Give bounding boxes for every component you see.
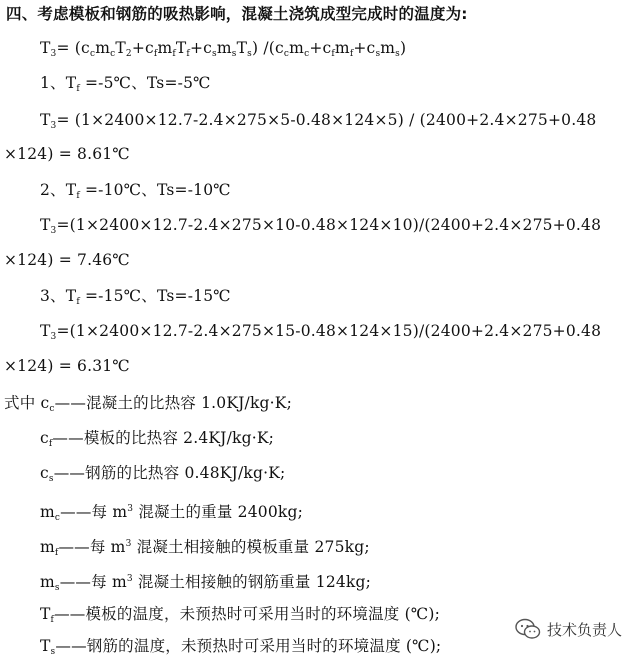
legend-mf: $m_f——$每 $m^3$ 混凝土相接触的模板重量 275kg; xyxy=(40,538,370,558)
case-3-calculation: $T_3=(1\times 2400\times 12.7-2.4\times 275\times 15-0.48\times 124\times 15)/(2400+2.4\times 275+0.48$ xyxy=(40,322,602,342)
case-1-result: ×124) = 8.61℃ xyxy=(4,145,130,163)
general-formula: $T_3= (c_cm_cT_2+c_fm_fT_f+c_sm_sT_s)$ $/(c_cm_c+c_fm_f+c_sm_s)$ xyxy=(40,39,407,59)
legend-ms: $m_s——$每 $m^3$ 混凝土相接触的钢筋重量 124kg; xyxy=(40,573,372,593)
case-2-calculation: $T_3=(1\times 2400\times 12.7-2.4\times 275\times 10-0.48\times 124\times 10)/(2400+2.4\times 275+0.48$ xyxy=(40,216,602,236)
legend-tf: $T_f——$模板的温度，未预热时可采用当时的环境温度 (℃); xyxy=(40,605,441,625)
case-2-title: 2、$T_f$ =-10℃、Ts=-10℃ xyxy=(40,181,231,201)
case-2-result: ×124) = 7.46℃ xyxy=(4,251,130,269)
case-3-result: ×124) = 6.31℃ xyxy=(4,357,130,375)
case-1-title: 1、$T_f$ =-5℃、Ts=-5℃ xyxy=(40,74,211,94)
watermark xyxy=(515,618,622,640)
section-heading: 四、考虑模板和钢筋的吸热影响，混凝土浇筑成型完成时的温度为: xyxy=(6,5,468,23)
legend-cc: 式中 $c_c——$混凝土的比热容 1.0KJ/kg·K; xyxy=(4,394,293,414)
watermark-text: 技术负责人 xyxy=(546,620,622,639)
case-1-calculation: $T_3= (1\times 2400\times 12.7-2.4\times 275\times 5-0.48\times 124\times 5) / (2400+2.4\times 275+0.48$ xyxy=(40,111,597,131)
legend-mc: $m_c——$每 $m^3$ 混凝土的重量 2400kg; xyxy=(40,503,304,523)
legend-ts: $T_s——$钢筋的温度，未预热时可采用当时的环境温度 (℃); xyxy=(40,637,442,657)
legend-cf: $c_f——$模板的比热容 2.4KJ/kg·K; xyxy=(40,429,275,449)
legend-cs: $c_s——$钢筋的比热容 0.48KJ/kg·K; xyxy=(40,464,286,484)
case-3-title: 3、$T_f$ =-15℃、Ts=-15℃ xyxy=(40,287,231,307)
wechat-icon xyxy=(515,618,541,640)
